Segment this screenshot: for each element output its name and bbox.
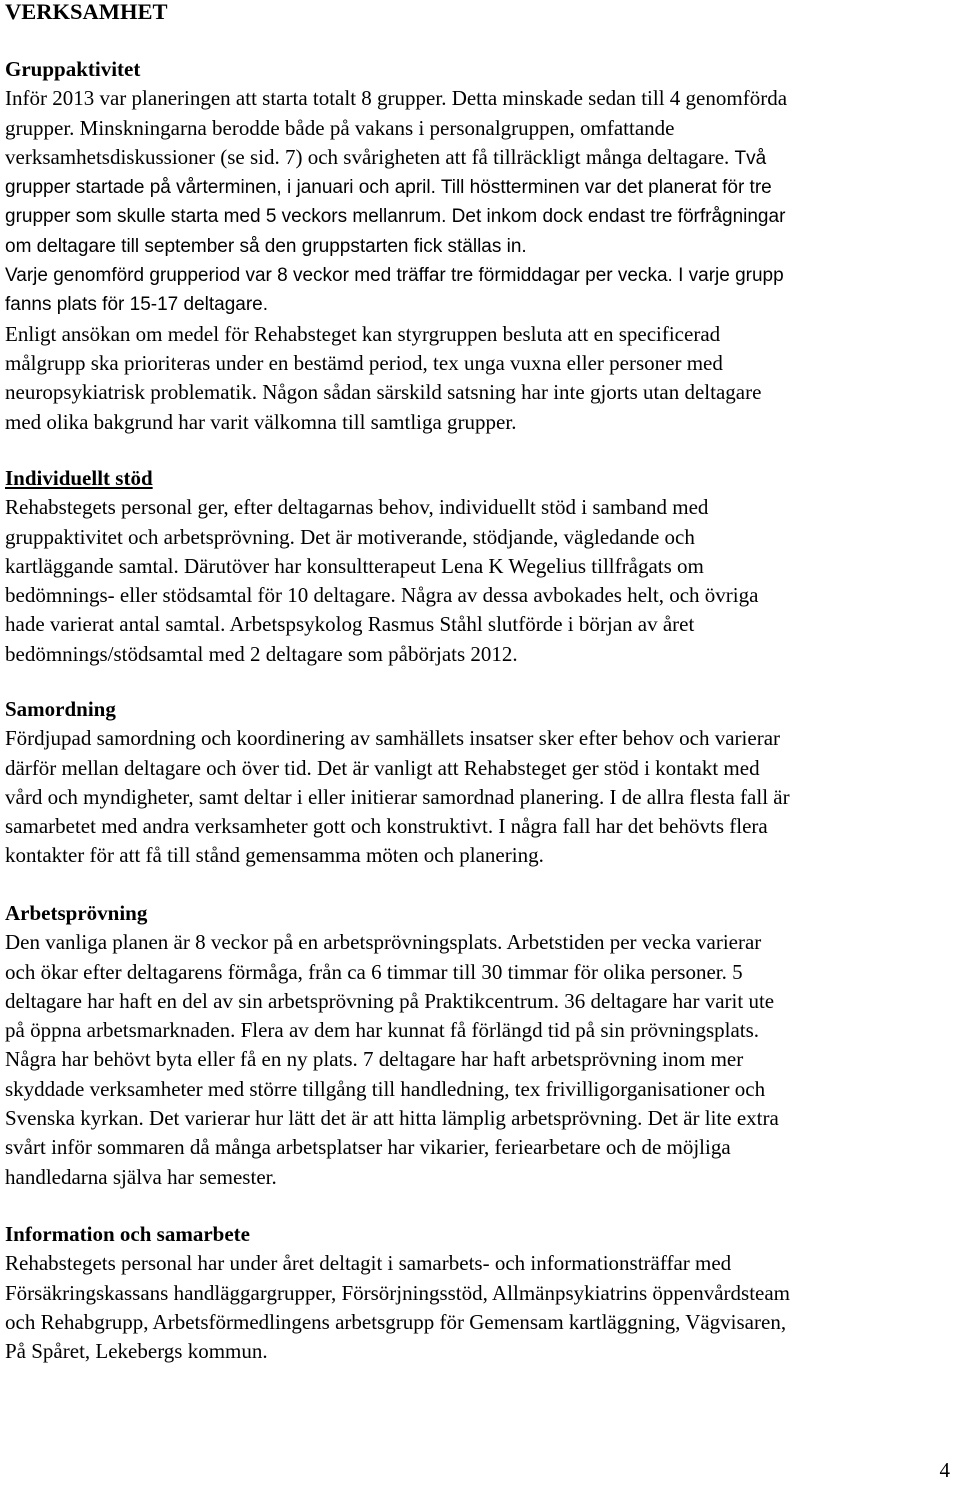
section-heading: Arbetsprövning: [5, 901, 148, 925]
paragraph-line: handledarna själva har semester.: [5, 1164, 277, 1189]
paragraph-line: om deltagare till september så den gruppstarten fick ställas in.: [5, 235, 527, 257]
section-gruppaktivitet: [5, 55, 955, 437]
paragraph-line: deltagare har haft en del av sin arbetsprövning på Praktikcentrum. 36 deltagare har varit ute: [5, 988, 775, 1013]
paragraph-line: [5, 261, 955, 290]
paragraph-line: skyddade verksamheter med större tillgång till handledning, tex frivilligorganisationer och: [5, 1076, 766, 1101]
section-information-och-samarbete: [5, 1220, 955, 1366]
paragraph-line: Svenska kyrkan. Det varierar hur lätt det är att hitta lämplig arbetsprövning. Det är lite extra: [5, 1106, 779, 1131]
paragraph-line: bedömnings/stödsamtal med 2 deltagare som påbörjats 2012.: [5, 641, 518, 666]
page-number: 4: [939, 1458, 950, 1482]
text-run: I varje grupp: [678, 265, 784, 287]
paragraph-line: vård och myndigheter, samt deltar i eller initierar samordnad planering. I de allra flesta fall är: [5, 784, 790, 809]
text-run: Två: [734, 147, 767, 169]
paragraph-line: Rehabstegets personal har under året deltagit i samarbets- och informationsträffar med: [5, 1251, 732, 1276]
paragraph-line: därför mellan deltagare och över tid. Det är vanligt att Rehabsteget ger stöd i kontakt med: [5, 755, 760, 780]
paragraph-line: Försäkringskassans handläggargrupper, Försörjningsstöd, Allmänpsykiatrins öppenvårdsteam: [5, 1280, 790, 1305]
paragraph-line: Enligt ansökan om medel för Rehabsteget kan styrgruppen besluta att en specificerad: [5, 321, 721, 346]
paragraph-line: svårt inför sommaren då många arbetsplatser har vikarier, feriearbetare och de möjliga: [5, 1135, 731, 1160]
paragraph-line: Inför 2013 var planeringen att starta totalt 8 grupper. Detta minskade sedan till 4 genomförda: [5, 86, 788, 111]
paragraph-line: samarbetet med andra verksamheter gott och konstruktivt. I några fall har det behövts flera: [5, 814, 768, 839]
paragraph-line: grupper. Minskningarna berodde både på vakans i personalgruppen, omfattande: [5, 115, 675, 140]
paragraph-line: Några har behövt byta eller få en ny plats. 7 deltagare har haft arbetsprövning inom mer: [5, 1047, 744, 1072]
text-run: grupper startade på vårterminen, i januari och april.: [5, 177, 436, 199]
paragraph-line: [5, 143, 955, 173]
paragraph-line: kontakter för att få till stånd gemensamma möten och planering.: [5, 843, 544, 868]
paragraph-line: [5, 173, 955, 202]
text-run: Till höstterminen var det planerat för tre: [440, 177, 772, 199]
section-samordning: [5, 695, 955, 871]
paragraph-line: bedömnings- eller stödsamtal för 10 deltagare. Några av dessa avbokades helt, och övriga: [5, 583, 759, 608]
text-run: grupper som skulle starta med 5 veckors mellanrum.: [5, 206, 447, 228]
paragraph-line: på öppna arbetsmarknaden. Flera av dem har kunnat få förlängd tid på sin prövningsplats.: [5, 1018, 760, 1043]
paragraph-line: och Rehabgrupp, Arbetsförmedlingens arbetsgrupp för Gemensam kartläggning, Vägvisaren,: [5, 1309, 787, 1334]
paragraph-line: gruppaktivitet och arbetsprövning. Det är motiverande, stödjande, vägledande och: [5, 524, 695, 549]
paragraph-line: Den vanliga planen är 8 veckor på en arbetsprövningsplats. Arbetstiden per vecka varierar: [5, 930, 762, 955]
document-title: VERKSAMHET: [5, 0, 168, 24]
section-arbetsprovning: [5, 899, 955, 1192]
paragraph-line: med olika bakgrund har varit välkomna till samtliga grupper.: [5, 409, 517, 434]
text-run: Varje genomförd grupperiod var 8 veckor med träffar tre förmiddagar per vecka.: [5, 265, 673, 287]
paragraph-line: hade varierat antal samtal. Arbetspsykolog Rasmus Ståhl slutförde i början av året: [5, 612, 695, 637]
paragraph-line: Rehabstegets personal ger, efter deltagarnas behov, individuellt stöd i samband med: [5, 495, 709, 520]
paragraph-line: Fördjupad samordning och koordinering av samhällets insatser sker efter behov och varierar: [5, 726, 781, 751]
section-individuellt-stod: [5, 464, 955, 669]
section-heading: Gruppaktivitet: [5, 57, 141, 81]
paragraph-line: På Spåret, Lekebergs kommun.: [5, 1339, 268, 1364]
paragraph-line: målgrupp ska prioriteras under en bestämd period, tex unga vuxna eller personer med: [5, 350, 723, 375]
section-heading: Information och samarbete: [5, 1222, 250, 1246]
paragraph-line: neuropsykiatrisk problematik. Någon sådan särskild satsning har inte gjorts utan deltagare: [5, 380, 762, 405]
paragraph-line: fanns plats för 15-17 deltagare.: [5, 294, 269, 316]
paragraph-line: kartläggande samtal. Därutöver har konsultterapeut Lena K Wegelius tillfrågats om: [5, 553, 704, 578]
paragraph-line: [5, 202, 955, 231]
paragraph-line: och ökar efter deltagarens förmåga, från ca 6 timmar till 30 timmar för olika personer. 5: [5, 959, 743, 984]
section-heading: Individuellt stöd: [5, 466, 153, 490]
text-run: Det inkom dock endast tre förfrågningar: [451, 206, 786, 228]
text-run: verksamhetsdiskussioner (se sid. 7) och svårigheten att få tillräckligt många deltagare.: [5, 144, 730, 169]
section-heading: Samordning: [5, 697, 116, 721]
